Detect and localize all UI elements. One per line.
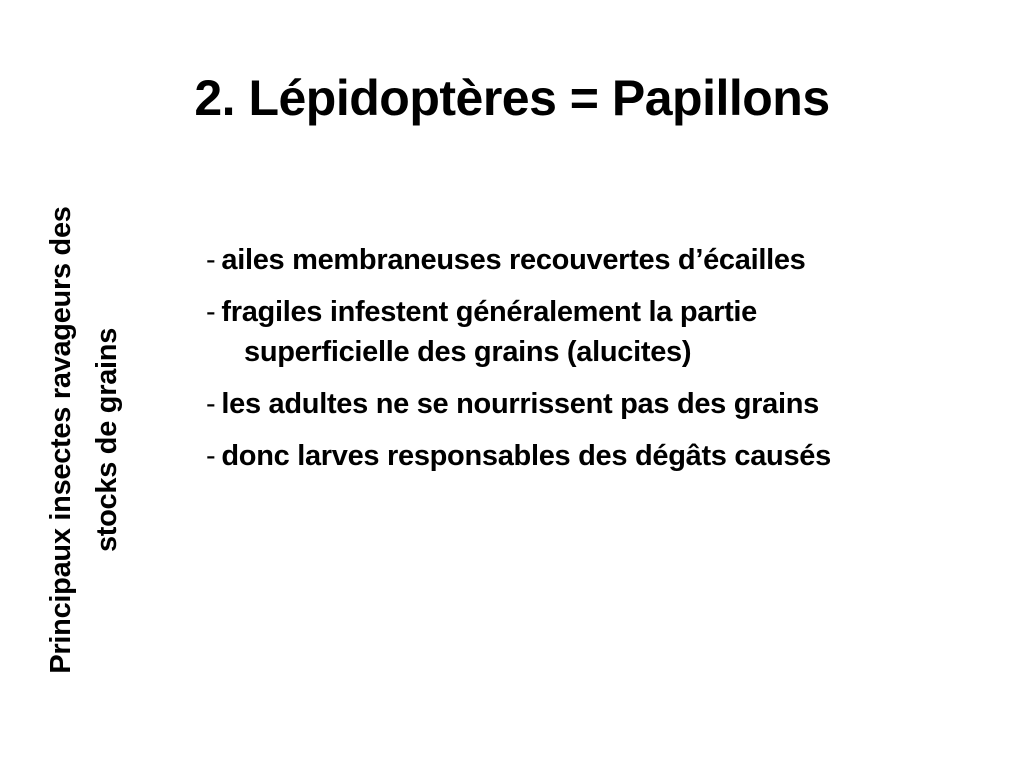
side-label-line-2: stocks de grains (91, 327, 123, 553)
side-label (38, 160, 130, 720)
bullet-item (206, 436, 1006, 476)
bullet-text: fragiles infestent généralement la partie (221, 296, 758, 328)
bullet-dash: - (206, 440, 216, 472)
bullet-text-continuation: superficielle des grains (alucites) (244, 336, 692, 368)
bullet-item (206, 240, 1006, 280)
side-label-container (34, 160, 134, 720)
bullet-dash: - (206, 388, 216, 420)
bullet-text: ailes membraneuses recouvertes d’écailles (221, 244, 806, 276)
bullet-text: les adultes ne se nourrissent pas des grains (221, 388, 820, 420)
bullet-dash: - (206, 244, 216, 276)
bullet-text: donc larves responsables des dégâts causés (221, 440, 831, 472)
bullet-item (206, 384, 1006, 424)
bullet-list (206, 240, 1006, 488)
slide-title: 2. Lépidoptères = Papillons (194, 70, 830, 126)
bullet-dash: - (206, 296, 216, 328)
bullet-item (206, 292, 1006, 372)
side-label-line-1: Principaux insectes ravageurs des (45, 206, 77, 674)
